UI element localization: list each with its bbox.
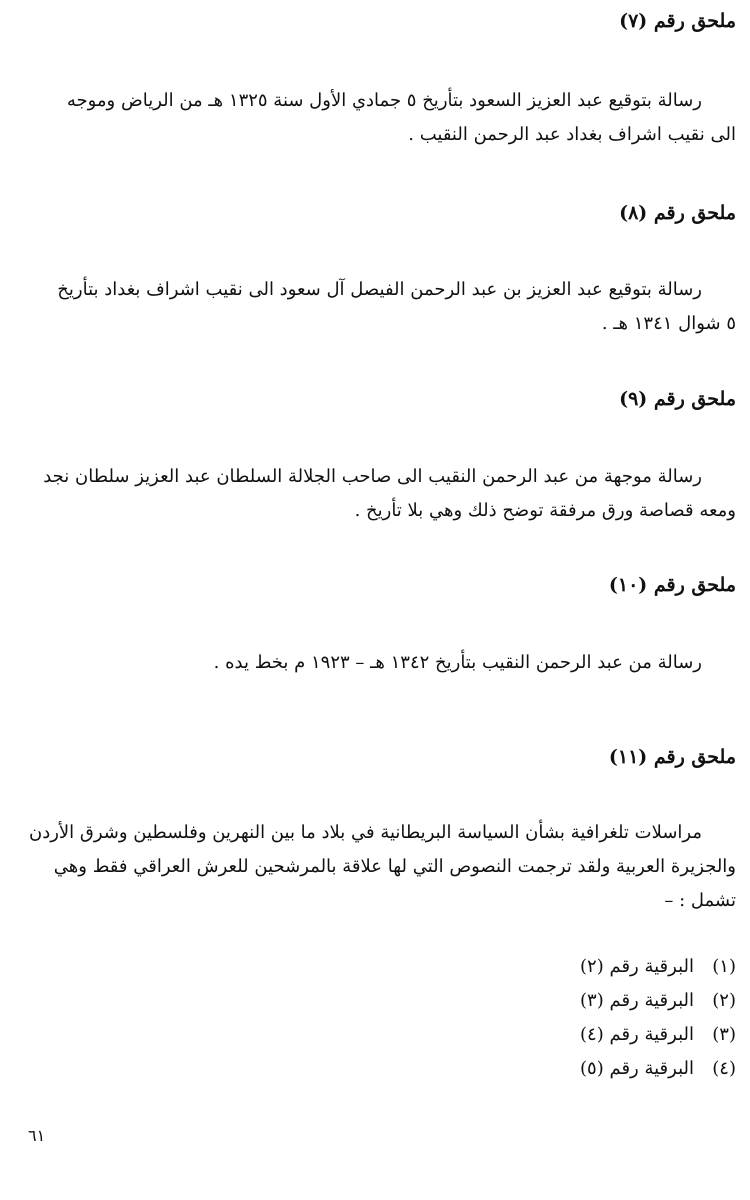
appendix-paragraph-11: [14, 816, 736, 918]
list-item-text: البرقية رقم (٢): [580, 956, 694, 977]
list-item-number: (٤): [712, 1058, 736, 1079]
paragraph-line: رسالة بتوقيع عبد العزيز بن عبد الرحمن الفيصل آل سعود الى نقيب اشراف بغداد بتأريخ: [57, 279, 702, 300]
appendix-heading-9: ملحق رقم (٩): [619, 388, 736, 410]
appendix-heading-10: ملحق رقم (١٠): [608, 574, 736, 596]
paragraph-line: والجزيرة العربية ولقد ترجمت النصوص التي لها علاقة بالمرشحين للعرش العراقي فقط وهي: [53, 856, 736, 877]
appendix-heading-11: ملحق رقم (١١): [608, 746, 736, 768]
list-item-number: (١): [712, 956, 736, 977]
list-item-text: البرقية رقم (٥): [580, 1058, 694, 1079]
list-item-number: (٢): [712, 990, 736, 1011]
paragraph-line: مراسلات تلغرافية بشأن السياسة البريطانية في بلاد ما بين النهرين وفلسطين وشرق الأردن: [28, 822, 702, 843]
paragraph-line: ومعه قصاصة ورق مرفقة توضح ذلك وهي بلا تأريخ .: [354, 500, 736, 521]
paragraph-line: رسالة بتوقيع عبد العزيز السعود بتأريخ ٥ جمادي الأول سنة ١٣٢٥ هـ من الرياض وموجه: [66, 90, 702, 111]
page-number: ٦١: [28, 1126, 46, 1145]
paragraph-line: تشمل : –: [664, 890, 736, 911]
appendix-paragraph-8: [14, 273, 736, 341]
paragraph-line: الى نقيب اشراف بغداد عبد الرحمن النقيب .: [408, 124, 736, 145]
list-item-text: البرقية رقم (٣): [580, 990, 694, 1011]
list-item: [580, 950, 736, 984]
telegram-list: [580, 950, 736, 1086]
list-item-number: (٣): [712, 1024, 736, 1045]
paragraph-line: رسالة موجهة من عبد الرحمن النقيب الى صاحب الجلالة السلطان عبد العزيز سلطان نجد: [43, 466, 702, 487]
appendix-paragraph-9: [14, 460, 736, 528]
list-item: [580, 984, 736, 1018]
appendix-paragraph-10: [14, 646, 736, 680]
appendix-paragraph-7: [14, 84, 736, 152]
paragraph-line: ٥ شوال ١٣٤١ هـ .: [601, 313, 736, 334]
paragraph-line: رسالة من عبد الرحمن النقيب بتأريخ ١٣٤٢ هـ – ١٩٢٣ م بخط يده .: [213, 652, 702, 673]
list-item-text: البرقية رقم (٤): [580, 1024, 694, 1045]
appendix-heading-7: ملحق رقم (٧): [619, 10, 736, 32]
appendix-heading-8: ملحق رقم (٨): [619, 202, 736, 224]
list-item: [580, 1018, 736, 1052]
list-item: [580, 1052, 736, 1086]
